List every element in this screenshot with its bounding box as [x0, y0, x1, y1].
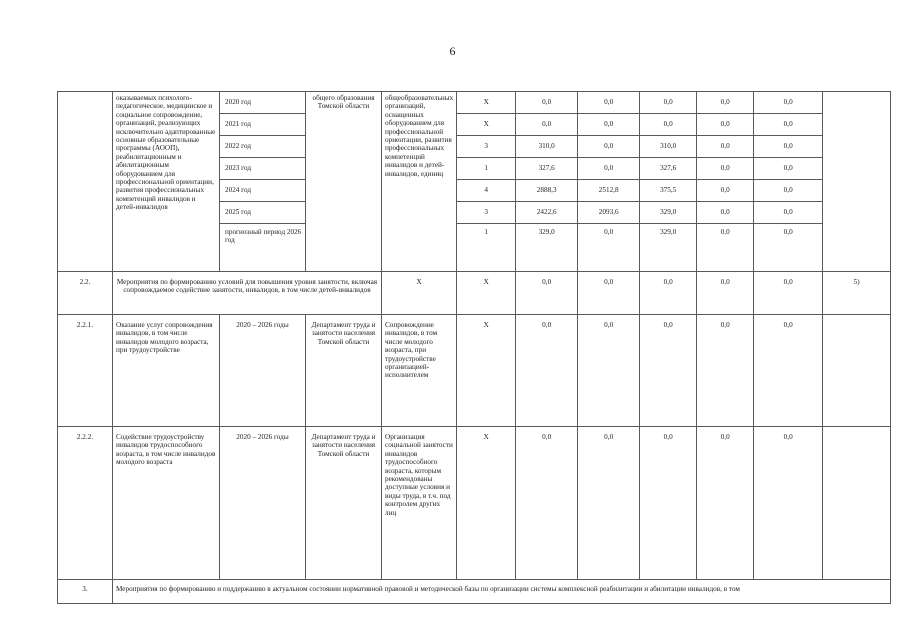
total-cell: 2422,6 [516, 202, 578, 224]
target-cell: 3 [457, 202, 516, 224]
target-cell: X [457, 114, 516, 136]
period-cell: 2022 год [220, 136, 306, 158]
regional-cell: 0,0 [640, 315, 697, 427]
period-cell: 2020 – 2026 годы [220, 427, 306, 580]
target-cell: X [457, 92, 516, 114]
target-cell: X [457, 427, 516, 580]
indicator-cell: Сопровождение инвалидов, в том числе молодого возраста, при трудоустройстве организацией-исполнителем [382, 315, 457, 427]
federal-cell: 0,0 [578, 315, 640, 427]
table-row [58, 580, 891, 604]
regional-cell: 0,0 [640, 92, 697, 114]
period-cell: прогнозный период 2026 год [220, 224, 306, 272]
mark-cell: X [382, 272, 457, 315]
period-cell: 2023 год [220, 158, 306, 180]
federal-cell: 0,0 [578, 114, 640, 136]
executor-cell: Департамент труда и занятости населения Томской области [306, 315, 382, 427]
extrabudget-cell: 0,0 [754, 202, 823, 224]
extrabudget-cell: 0,0 [754, 92, 823, 114]
extrabudget-cell: 0,0 [754, 136, 823, 158]
local-cell: 0,0 [697, 136, 754, 158]
executor-cell: общего образования Томской области [306, 92, 382, 272]
table-row [58, 315, 891, 427]
extrabudget-cell: 0,0 [754, 180, 823, 202]
item-number: 2.2.1. [58, 315, 113, 427]
period-cell: 2020 – 2026 годы [220, 315, 306, 427]
extrabudget-cell: 0,0 [754, 315, 823, 427]
period-cell: 2020 год [220, 92, 306, 114]
regional-cell: 0,0 [640, 427, 697, 580]
regional-cell: 375,5 [640, 180, 697, 202]
measure-description: Содействие трудоустройству инвалидов трудоспособного возраста, в том числе инвалидов молодого возраста [113, 427, 220, 580]
federal-cell: 0,0 [578, 92, 640, 114]
period-cell: 2024 год [220, 180, 306, 202]
federal-cell: 2512,8 [578, 180, 640, 202]
program-table [57, 91, 891, 604]
target-cell: 4 [457, 180, 516, 202]
period-cell: 2025 год [220, 202, 306, 224]
total-cell: 327,6 [516, 158, 578, 180]
extrabudget-cell: 0,0 [754, 272, 823, 315]
table-row [58, 272, 891, 315]
note-cell: 5) [823, 272, 891, 315]
regional-cell: 0,0 [640, 272, 697, 315]
total-cell: 2888,3 [516, 180, 578, 202]
federal-cell: 0,0 [578, 427, 640, 580]
target-cell: X [457, 272, 516, 315]
local-cell: 0,0 [697, 315, 754, 427]
executor-cell: Департамент труда и занятости населения Томской области [306, 427, 382, 580]
local-cell: 0,0 [697, 158, 754, 180]
total-cell: 329,0 [516, 224, 578, 272]
regional-cell: 0,0 [640, 114, 697, 136]
regional-cell: 329,0 [640, 202, 697, 224]
local-cell: 0,0 [697, 272, 754, 315]
table-row [58, 427, 891, 580]
section-title: Мероприятия по формированию условий для повышения уровня занятости, включая сопровождаемое содействие занятости, инвалидов, в том числе детей-инвалидов [113, 272, 382, 315]
total-cell: 0,0 [516, 427, 578, 580]
extrabudget-cell: 0,0 [754, 224, 823, 272]
local-cell: 0,0 [697, 224, 754, 272]
regional-cell: 327,6 [640, 158, 697, 180]
measure-description: Оказание услуг сопровождения инвалидов, в том числе инвалидов молодого возраста, при трудоустройстве [113, 315, 220, 427]
local-cell: 0,0 [697, 114, 754, 136]
period-cell: 2021 год [220, 114, 306, 136]
local-cell: 0,0 [697, 180, 754, 202]
target-cell: 1 [457, 224, 516, 272]
total-cell: 310,0 [516, 136, 578, 158]
regional-cell: 310,0 [640, 136, 697, 158]
federal-cell: 0,0 [578, 136, 640, 158]
total-cell: 0,0 [516, 92, 578, 114]
federal-cell: 0,0 [578, 224, 640, 272]
indicator-cell: общеобразовательных организаций, оснащенных оборудованием для профессиональной ориентации, развития профессиональных компетенций инвалидов и детей-инвалидов, единиц [382, 92, 457, 272]
measure-description: оказываемых психолого-педагогическое, медицинское и социальное сопровождение, организаций, реализующих исключительно адаптированные основные образовательные программы (АООП), реабилитационным и абилитационным оборудованием для профессиональной ориентации, развития профессиональных компетенций инвалидов и детей-инвалидов [113, 92, 220, 272]
target-cell: 1 [457, 158, 516, 180]
section-title: Мероприятия по формированию и поддержанию в актуальном состоянии нормативной правовой и методической базы по организации системы комплексной реабилитации и абилитации инвалидов, в том [113, 580, 891, 604]
total-cell: 0,0 [516, 114, 578, 136]
page-number: 6 [449, 44, 456, 58]
local-cell: 0,0 [697, 427, 754, 580]
local-cell: 0,0 [697, 202, 754, 224]
item-number: 2.2. [58, 272, 113, 315]
extrabudget-cell: 0,0 [754, 427, 823, 580]
target-cell: 3 [457, 136, 516, 158]
federal-cell: 0,0 [578, 158, 640, 180]
item-number: 2.2.2. [58, 427, 113, 580]
local-cell: 0,0 [697, 92, 754, 114]
table-row [58, 92, 891, 114]
total-cell: 0,0 [516, 315, 578, 427]
federal-cell: 0,0 [578, 272, 640, 315]
regional-cell: 329,0 [640, 224, 697, 272]
extrabudget-cell: 0,0 [754, 114, 823, 136]
indicator-cell: Организация социальной занятости инвалидов трудоспособного возраста, которым рекомендованы доступные условия и виды труда, в т.ч. под контролем других лиц [382, 427, 457, 580]
extrabudget-cell: 0,0 [754, 158, 823, 180]
total-cell: 0,0 [516, 272, 578, 315]
item-number: 3. [58, 580, 113, 604]
federal-cell: 2093,6 [578, 202, 640, 224]
target-cell: X [457, 315, 516, 427]
